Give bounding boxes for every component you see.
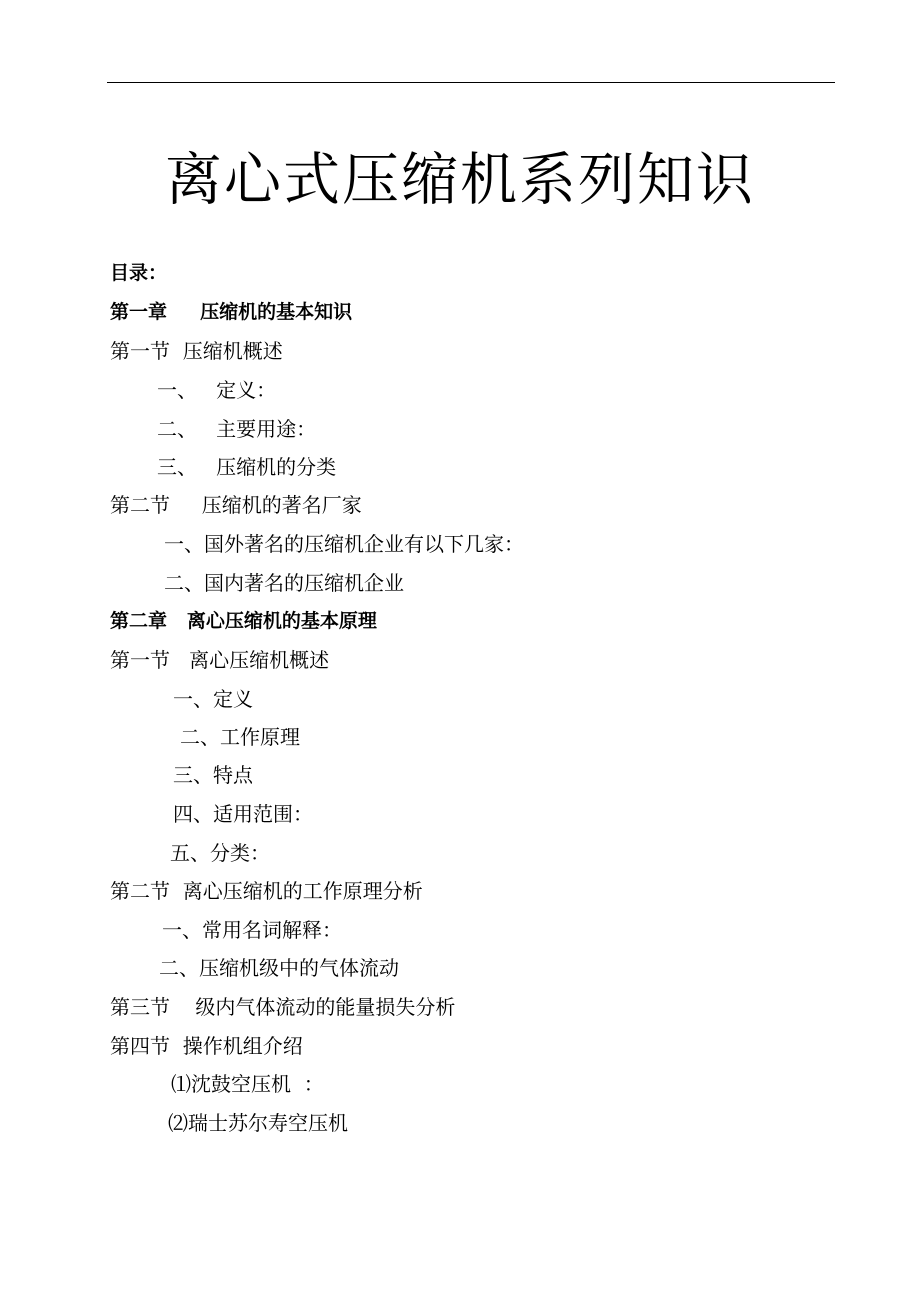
- toc-chapter-2: 第二章 离心压缩机的基本原理: [110, 610, 377, 632]
- toc-item: ⑵瑞士苏尔寿空压机: [168, 1111, 348, 1135]
- toc-item: 三、 压缩机的分类: [157, 455, 337, 479]
- toc-chapter-1: 第一章 压缩机的基本知识: [110, 301, 353, 323]
- toc-section: 第二节 压缩机的著名厂家: [110, 493, 362, 517]
- toc-item: 一、国外著名的压缩机企业有以下几家：: [164, 532, 524, 556]
- toc-section: 第四节 操作机组介绍: [110, 1034, 303, 1058]
- toc-item: 二、国内著名的压缩机企业: [164, 571, 404, 595]
- toc-item: 一、 定义：: [157, 378, 277, 402]
- toc-item: 一、定义: [173, 687, 253, 711]
- toc-item: 二、 主要用途：: [157, 417, 317, 441]
- toc-item: 四、适用范围：: [173, 802, 313, 826]
- toc-item: 二、工作原理: [180, 725, 300, 749]
- toc-section: 第三节 级内气体流动的能量损失分析: [110, 995, 456, 1019]
- toc-heading: 目录：: [110, 262, 168, 284]
- toc-item: 三、特点: [173, 763, 253, 787]
- toc-item: 一、常用名词解释：: [162, 918, 342, 942]
- toc-item: 五、分类：: [170, 841, 270, 865]
- toc-section: 第一节 压缩机概述: [110, 339, 283, 363]
- document-title: 离心式压缩机系列知识: [165, 147, 755, 213]
- toc-item: ⑴沈鼓空压机 ：: [171, 1072, 324, 1096]
- toc-section: 第二节 离心压缩机的工作原理分析: [110, 879, 423, 903]
- header-rule: [107, 82, 835, 83]
- toc-item: 二、压缩机级中的气体流动: [159, 956, 399, 980]
- toc-section: 第一节 离心压缩机概述: [110, 648, 330, 672]
